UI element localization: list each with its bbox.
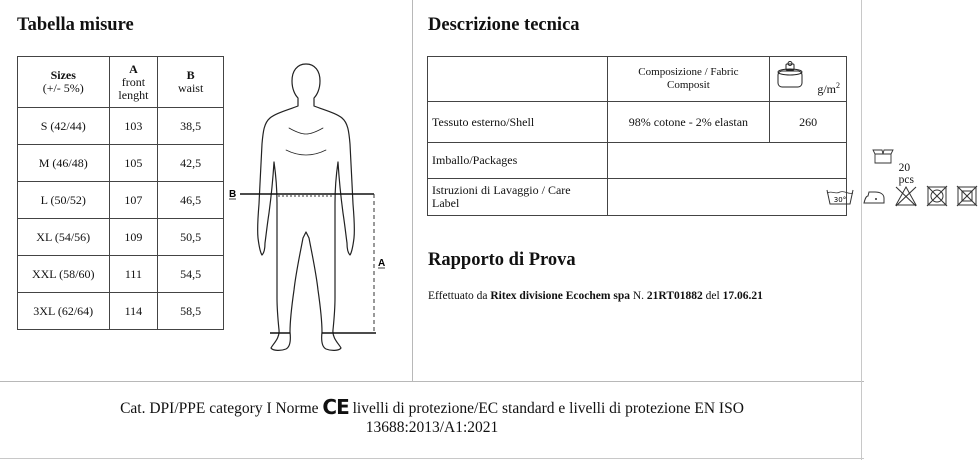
header-b-key: B bbox=[186, 68, 195, 82]
frame-right bbox=[861, 0, 862, 460]
size-cell: M (46/48) bbox=[18, 145, 110, 182]
tech-row-packaging bbox=[428, 143, 847, 179]
body-measurement-figure bbox=[226, 58, 388, 358]
weight-unit-sup: 2 bbox=[836, 81, 840, 90]
size-cell: XXL (58/60) bbox=[18, 256, 110, 293]
tech-row-care bbox=[428, 179, 847, 216]
size-cell: L (50/52) bbox=[18, 182, 110, 219]
table-row bbox=[18, 108, 224, 145]
weight-unit-base: g/m bbox=[817, 82, 836, 96]
composition-header bbox=[607, 57, 770, 102]
table-row bbox=[18, 182, 224, 219]
waist-cell: 50,5 bbox=[158, 219, 224, 256]
front-length-cell: 111 bbox=[109, 256, 158, 293]
shell-weight: 260 bbox=[770, 102, 847, 143]
test-report-text bbox=[428, 290, 763, 302]
header-a bbox=[109, 57, 158, 108]
header-a-key: A bbox=[129, 61, 138, 76]
size-cell: XL (54/56) bbox=[18, 219, 110, 256]
wash-temp: 30° bbox=[833, 196, 846, 204]
size-table-title: Tabella misure bbox=[17, 15, 134, 35]
footer-divider bbox=[0, 381, 864, 382]
header-b bbox=[158, 57, 224, 108]
iron-icon bbox=[861, 188, 887, 206]
shell-label: Tessuto esterno/Shell bbox=[428, 102, 608, 143]
table-row bbox=[18, 219, 224, 256]
care-label-line1: Istruzioni di Lavaggio / Care bbox=[432, 183, 571, 197]
waist-cell: 38,5 bbox=[158, 108, 224, 145]
report-prefix: Effettuato da bbox=[428, 290, 488, 302]
box-icon bbox=[872, 147, 894, 165]
weight-header bbox=[770, 57, 847, 102]
header-sizes-note: (+/- 5%) bbox=[42, 81, 84, 95]
packaging-label: Imballo/Packages bbox=[428, 143, 608, 179]
footer-norms bbox=[0, 395, 864, 437]
footer-line1 bbox=[0, 395, 864, 419]
size-table-header bbox=[18, 57, 224, 108]
header-sizes-label: Sizes bbox=[50, 68, 76, 82]
front-length-cell: 107 bbox=[109, 182, 158, 219]
wash-30-icon bbox=[825, 187, 855, 207]
header-a-label-1: front bbox=[121, 74, 146, 89]
packaging-value: 20 pcs bbox=[898, 162, 914, 186]
composition-header-line2: Composit bbox=[667, 79, 710, 91]
size-table bbox=[17, 56, 224, 330]
tech-header-row bbox=[428, 57, 847, 102]
size-cell: S (42/44) bbox=[18, 108, 110, 145]
table-row bbox=[18, 256, 224, 293]
header-b-label: waist bbox=[177, 81, 204, 95]
footer-pre: Cat. DPI/PPE category I Norme bbox=[120, 400, 319, 417]
report-number: 21RT01882 bbox=[646, 290, 703, 302]
shell-composition: 98% cotone - 2% elastan bbox=[607, 102, 770, 143]
label-b: B bbox=[229, 189, 237, 200]
table-row bbox=[18, 145, 224, 182]
waist-cell: 42,5 bbox=[158, 145, 224, 182]
care-label bbox=[428, 179, 608, 216]
composition-header-line1: Composizione / Fabric bbox=[638, 66, 739, 78]
waist-cell: 54,5 bbox=[158, 256, 224, 293]
tech-table bbox=[427, 56, 914, 216]
front-length-cell: 103 bbox=[109, 108, 158, 145]
report-date: 17.06.21 bbox=[722, 290, 763, 302]
waist-cell: 46,5 bbox=[158, 182, 224, 219]
no-bleach-icon bbox=[894, 185, 918, 207]
tech-row-shell bbox=[428, 102, 847, 143]
body-outline bbox=[258, 64, 355, 350]
footer-line2: 13688:2013/A1:2021 bbox=[365, 419, 499, 436]
label-a: A bbox=[378, 258, 386, 269]
weight-icon bbox=[774, 60, 808, 92]
header-sizes bbox=[18, 57, 110, 108]
no-tumble-dry-icon bbox=[926, 185, 948, 207]
test-report-title: Rapporto di Prova bbox=[428, 250, 576, 270]
size-cell: 3XL (62/64) bbox=[18, 293, 110, 330]
header-a-label-2: lenght bbox=[118, 87, 149, 102]
ce-mark-icon: CE bbox=[322, 395, 349, 419]
waist-cell: 58,5 bbox=[158, 293, 224, 330]
front-length-cell: 105 bbox=[109, 145, 158, 182]
table-row bbox=[18, 293, 224, 330]
column-divider bbox=[412, 0, 413, 382]
packaging-cell bbox=[607, 143, 914, 186]
tech-description-title: Descrizione tecnica bbox=[428, 15, 580, 35]
report-lab: Ritex divisione Ecochem spa bbox=[490, 290, 630, 302]
care-label-line2: Label bbox=[432, 196, 460, 210]
report-number-prefix: N. bbox=[632, 290, 645, 302]
frame-bottom bbox=[0, 458, 864, 459]
footer-post: livelli di protezione/EC standard e livelli di protezione EN ISO bbox=[352, 400, 744, 417]
report-date-prefix: del bbox=[705, 290, 720, 302]
no-dry-clean-icon bbox=[956, 185, 978, 207]
tech-header-empty bbox=[428, 57, 608, 102]
front-length-cell: 114 bbox=[109, 293, 158, 330]
front-length-cell: 109 bbox=[109, 219, 158, 256]
care-symbols-cell bbox=[607, 179, 846, 216]
weight-unit bbox=[817, 81, 840, 97]
